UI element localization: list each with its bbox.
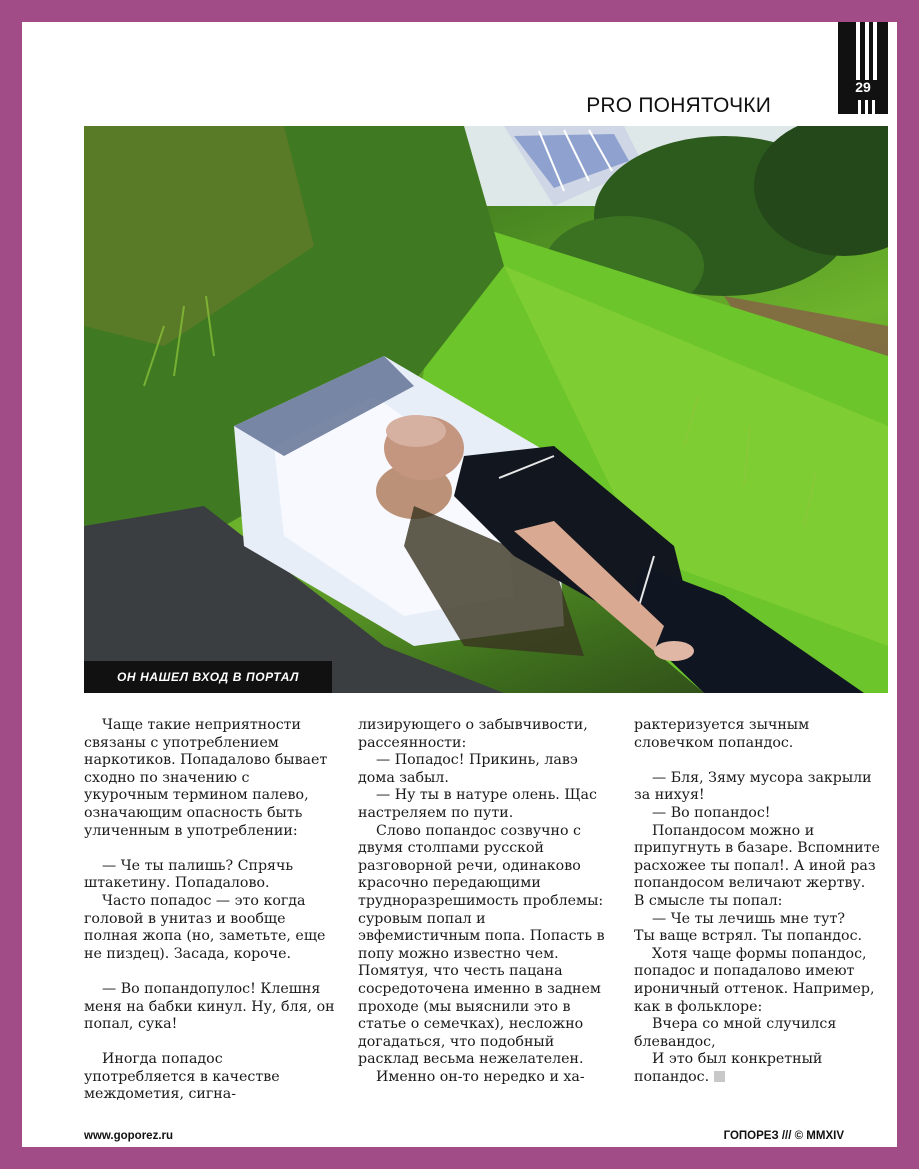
paragraph: Слово попандос созвучно с двумя столпами русской разговорной речи, одинаково красочно передающими трудноразрешимость проблемы: суровым попал и эвфемистичным попа. Попасть в попу можно известно чем. Помятуя, что честь пацана сосредоточена именно в заднем проходе (мы выяснили это в статье о семечках), несложно догадаться, что подобный расклад весьма нежелателен. bbox=[358, 822, 605, 1068]
paragraph: — Ну ты в натуре олень. Щас настреляем по пути. bbox=[358, 787, 597, 821]
section-title: PRO ПОНЯТОЧКИ bbox=[586, 94, 771, 117]
paragraph: рактеризуется зычным словечком попандос. bbox=[634, 717, 810, 751]
paragraph: Иногда попадос употребляется в качестве междометия, сигна- bbox=[84, 1051, 280, 1103]
end-of-article-square-icon bbox=[714, 1071, 725, 1082]
photo-caption: ОН НАШЕЛ ВХОД В ПОРТАЛ bbox=[84, 661, 332, 693]
paragraph: — Бля, Зяму мусора закрыли за нихуя! bbox=[634, 769, 872, 804]
paragraph: лизирующего о забывчивости, рассеянности: bbox=[358, 717, 588, 751]
paragraph: Часто попадос — это когда головой в унитаз и вообще полная жопа (но, заметьте, еще не пиздец). Засада, короче. bbox=[84, 892, 326, 962]
text-column-3 bbox=[634, 717, 886, 1086]
magazine-page bbox=[22, 22, 897, 1147]
paragraph: Хотя чаще формы попандос, попадос и попадалово имеют ироничный оттенок. Например, как в фольклоре: bbox=[634, 945, 875, 1015]
text-column-1 bbox=[84, 717, 336, 1104]
photo-illustration bbox=[84, 126, 888, 693]
paragraph: — Во попандос! bbox=[652, 804, 771, 821]
page-number: 29 bbox=[855, 79, 871, 95]
paragraph: Именно он-то нередко и ха- bbox=[376, 1068, 585, 1085]
text-column-2 bbox=[358, 717, 610, 1086]
paragraph-text: И это был конкретный попандос. bbox=[634, 1051, 823, 1085]
paragraph: — Че ты лечишь мне тут? bbox=[652, 910, 845, 927]
paragraph: — Че ты палишь? Спрячь штакетину. Попадалово. bbox=[84, 857, 294, 892]
footer-website: www.goporez.ru bbox=[84, 1130, 174, 1142]
paragraph: — Попадос! Прикинь, лавэ дома забыл. bbox=[358, 752, 578, 786]
paragraph: Вчера со мной случился блевандос, bbox=[634, 1016, 837, 1050]
paragraph: В смысле ты попал: bbox=[634, 892, 783, 909]
paragraph: Попандосом можно и припугнуть в базаре. Вспомните расхожее ты попал!. А иной раз попандосом величают жертву. bbox=[634, 822, 880, 892]
paragraph: Ты ваще встрял. Ты попандос. bbox=[634, 928, 863, 945]
page-number-tab bbox=[838, 22, 888, 114]
footer-magazine: ГОПОРЕЗ /// © MMXIV bbox=[723, 1130, 844, 1142]
paragraph: Чаще такие неприятности связаны с употреблением наркотиков. Попадалово бывает сходно по значению с укурочным термином палево, означающим опасность быть уличенным в употреблении: bbox=[84, 717, 328, 839]
paragraph: — Во попандопулос! Клешня меня на бабки кинул. Ну, бля, он попал, сука! bbox=[84, 980, 335, 1033]
article-photo bbox=[84, 126, 888, 693]
paragraph-last bbox=[634, 1051, 886, 1086]
